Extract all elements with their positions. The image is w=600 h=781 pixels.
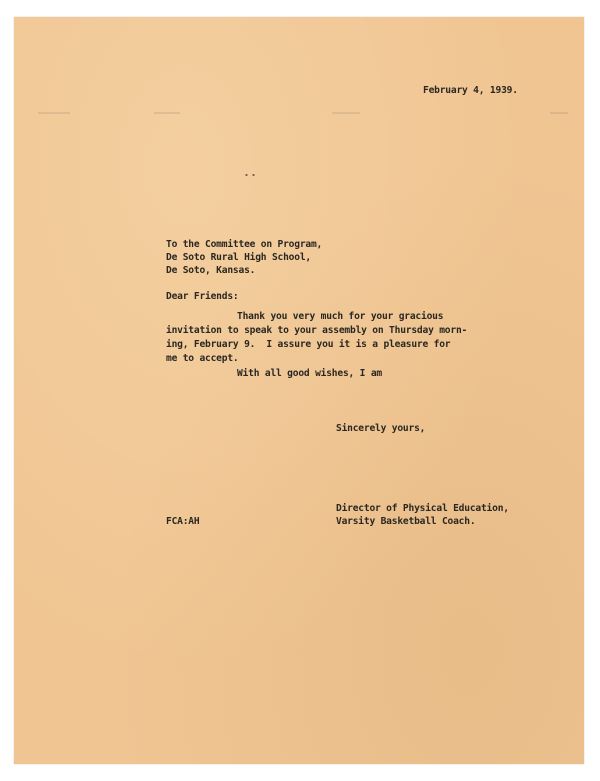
reference-initials: FCA:AH bbox=[166, 516, 200, 527]
body-line: ing, February 9. I assure you it is a pleasure for bbox=[166, 339, 451, 350]
body-line: Thank you very much for your gracious bbox=[237, 311, 444, 322]
inside-address-line: To the Committee on Program, bbox=[166, 239, 323, 250]
signature-title-line: Director of Physical Education, bbox=[336, 503, 509, 514]
letter-date: February 4, 1939. bbox=[423, 85, 518, 96]
faint-mark bbox=[550, 112, 568, 114]
salutation: Dear Friends: bbox=[166, 291, 239, 302]
complimentary-close: Sincerely yours, bbox=[336, 423, 426, 434]
faint-mark bbox=[154, 112, 180, 114]
closing-wishes: With all good wishes, I am bbox=[237, 368, 382, 379]
body-line: invitation to speak to your assembly on Thursday morn- bbox=[166, 325, 468, 336]
inside-address-line: De Soto Rural High School, bbox=[166, 252, 311, 263]
signature-title-line: Varsity Basketball Coach. bbox=[336, 516, 476, 527]
faint-mark bbox=[332, 112, 360, 114]
letter-paper bbox=[14, 17, 584, 764]
body-line: me to accept. bbox=[166, 353, 239, 364]
inside-address-line: De Soto, Kansas. bbox=[166, 265, 256, 276]
ink-specks bbox=[243, 174, 257, 176]
faint-mark bbox=[38, 112, 70, 114]
